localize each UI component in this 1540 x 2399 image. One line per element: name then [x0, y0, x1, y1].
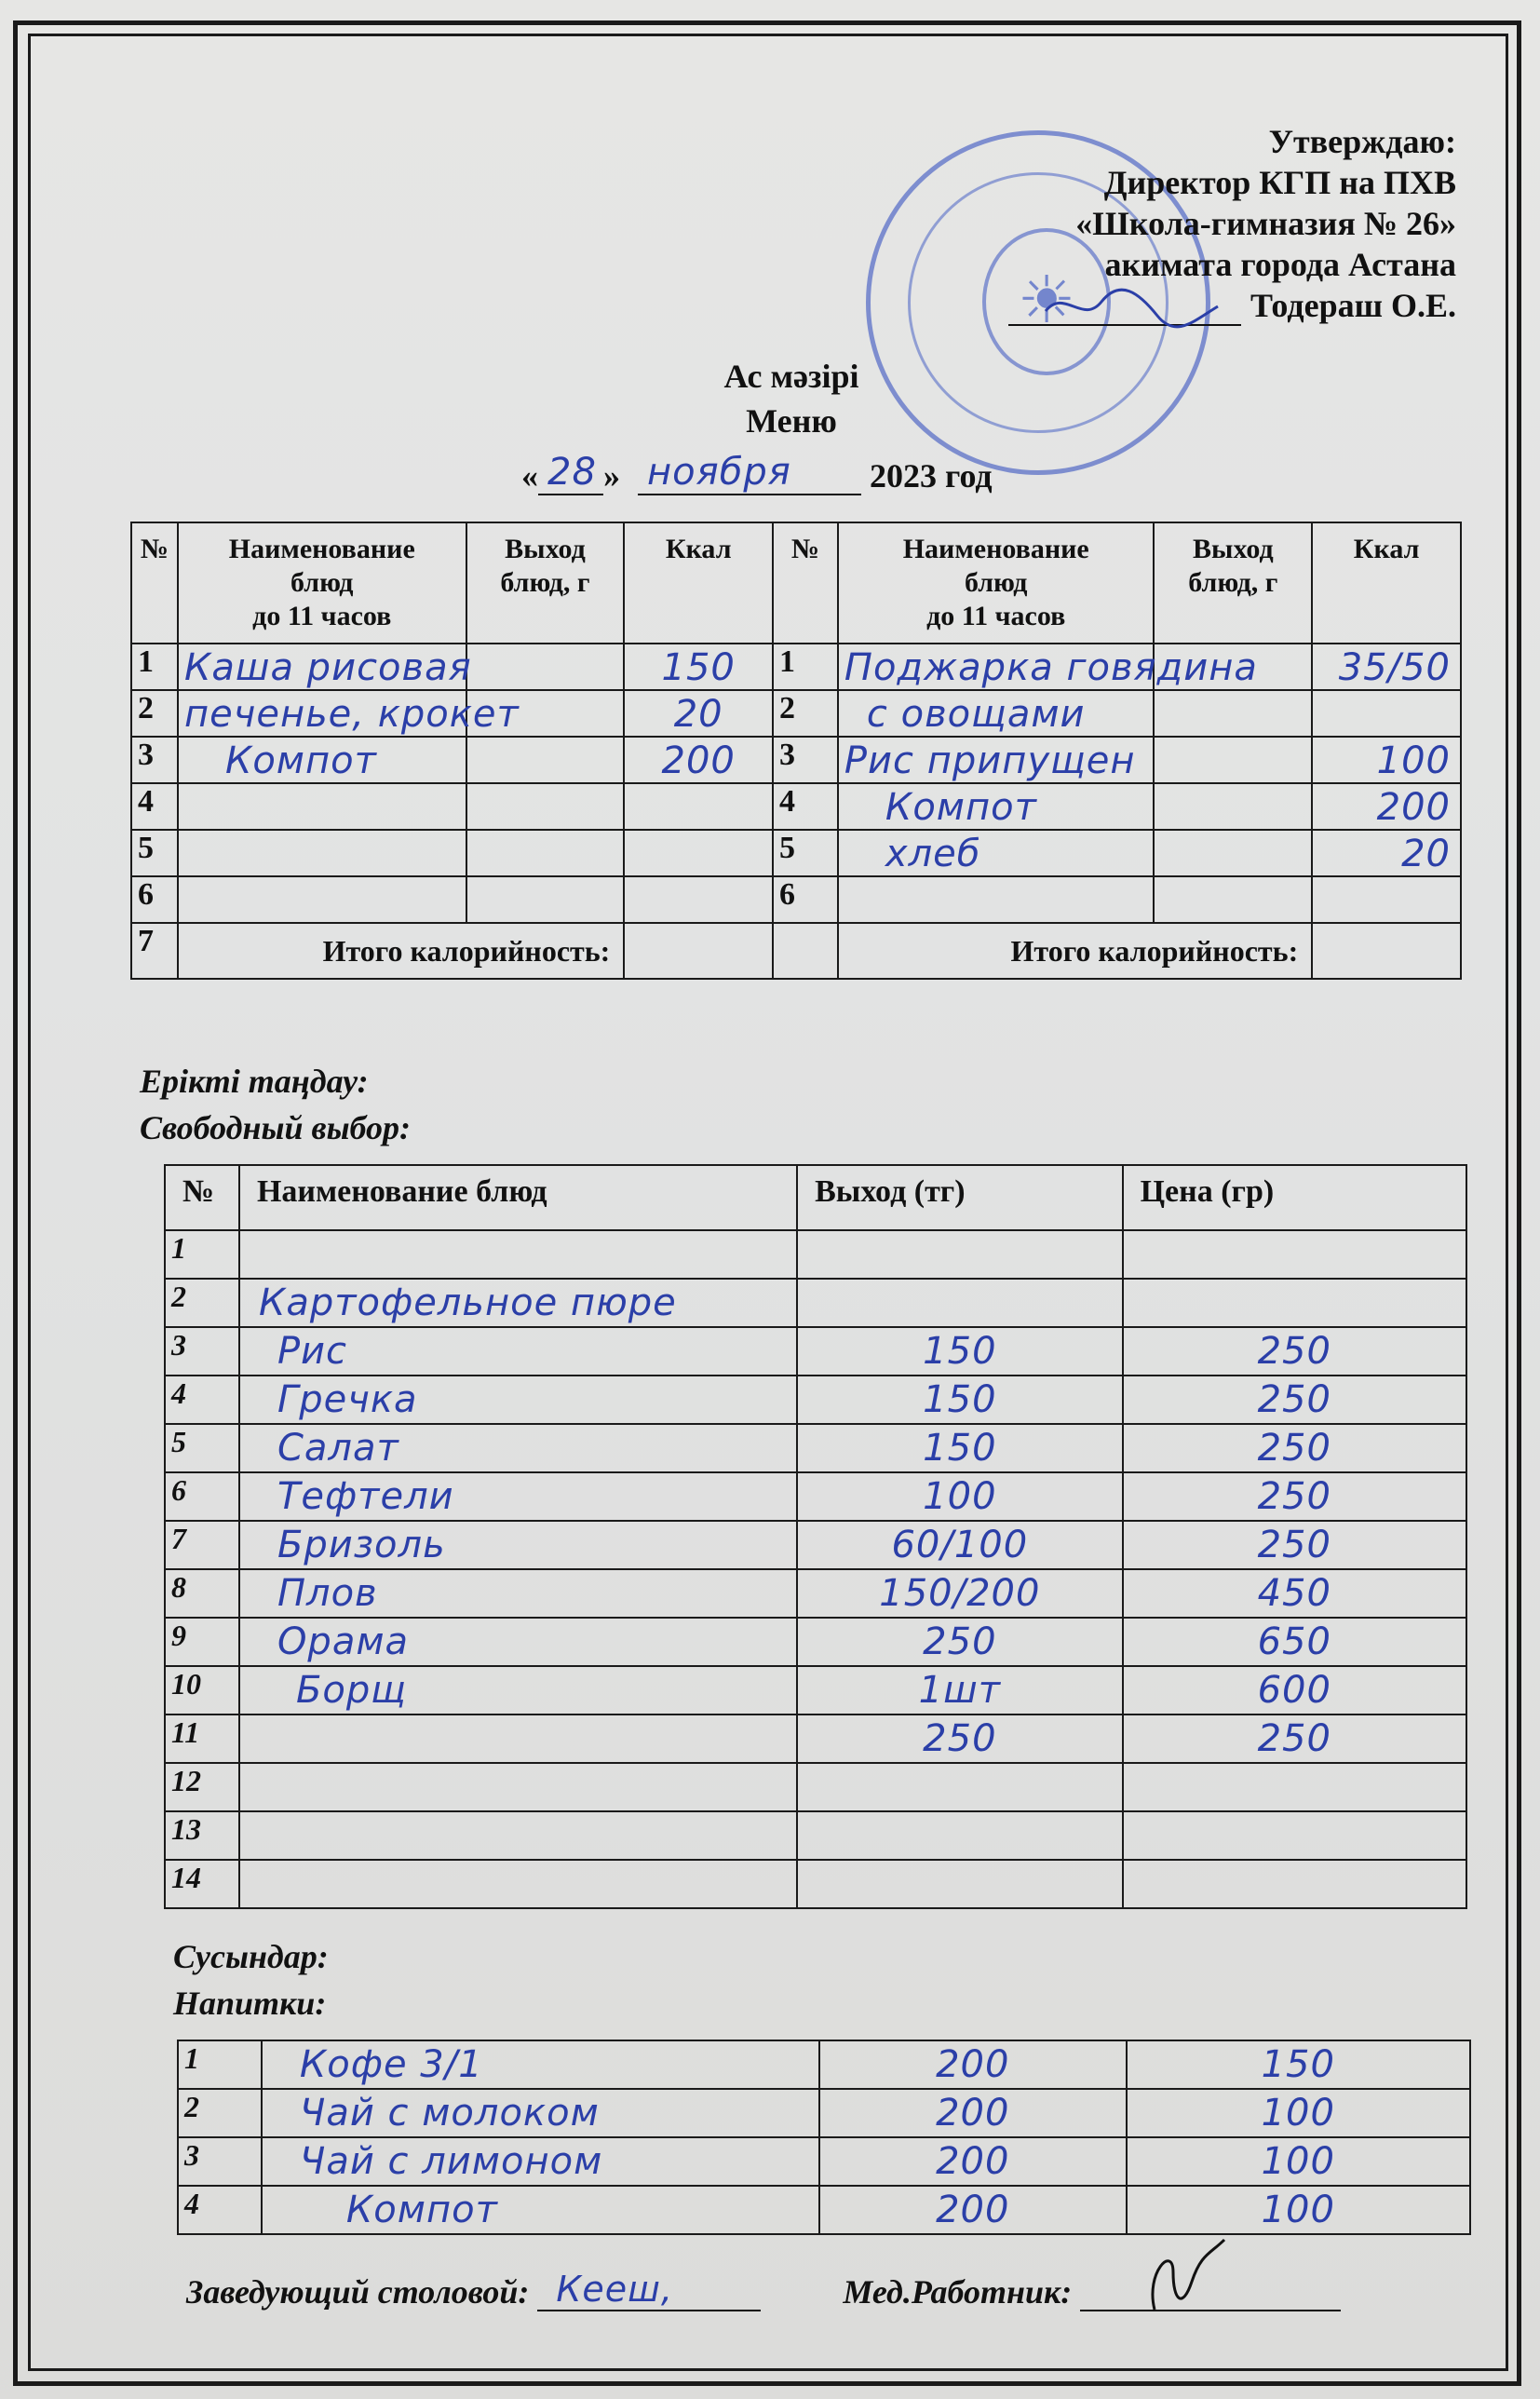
col-output: Выход (тг) [797, 1165, 1122, 1230]
row-number: 4 [165, 1376, 239, 1424]
approval-city: акимата города Астана [1104, 246, 1456, 283]
dish-kcal [624, 830, 773, 876]
director-signature [1008, 296, 1241, 326]
dish-output: 150 [797, 1424, 1122, 1472]
dish-name: Салат [239, 1424, 797, 1472]
drink-output: 200 [819, 2089, 1127, 2137]
dish-name: хлеб [838, 830, 1155, 876]
dish-price [1123, 1230, 1466, 1279]
canteen-head-signature [537, 2269, 761, 2311]
col-price: Цена (гр) [1123, 1165, 1466, 1230]
row-number: 6 [131, 876, 178, 923]
table-row [165, 1569, 1466, 1618]
dish-kcal: 200 [1312, 783, 1461, 830]
dish-name [838, 876, 1155, 923]
menu-header-row [131, 522, 1461, 644]
approval-position: Директор КГП на ПХВ [1103, 164, 1456, 201]
dish-name: Борщ [239, 1666, 797, 1715]
title-rus: Меню [746, 402, 837, 440]
row-number: 8 [165, 1569, 239, 1618]
col-name-right: Наименование блюд до 11 часов [838, 522, 1155, 644]
dish-output: 1шт [797, 1666, 1122, 1715]
dish-output: 60/100 [797, 1521, 1122, 1569]
dish-output: 250 [797, 1618, 1122, 1666]
col-output: Выход блюд, г [466, 522, 625, 644]
row-number: 3 [165, 1327, 239, 1376]
dish-name: Рис [239, 1327, 797, 1376]
table-row [131, 737, 1461, 783]
row-number: 1 [131, 644, 178, 690]
dish-price: 450 [1123, 1569, 1466, 1618]
dish-output [466, 783, 625, 830]
table-row [165, 1811, 1466, 1860]
col-kcal-right: Ккал [1312, 522, 1461, 644]
row-number: 12 [165, 1763, 239, 1811]
total-value-left [624, 923, 773, 979]
row-number: 2 [165, 1279, 239, 1327]
free-choice-label-rus: Свободный выбор: [140, 1109, 412, 1146]
table-row [165, 1327, 1466, 1376]
table-row [178, 2186, 1470, 2234]
drink-price: 100 [1127, 2137, 1470, 2186]
row-number: 6 [165, 1472, 239, 1521]
dish-name: Поджарка говядина [838, 644, 1155, 690]
row-number: 10 [165, 1666, 239, 1715]
table-row [165, 1424, 1466, 1472]
row-number: 1 [165, 1230, 239, 1279]
dish-output [797, 1279, 1122, 1327]
table-row [131, 690, 1461, 737]
dish-price: 650 [1123, 1618, 1466, 1666]
row-number: 4 [131, 783, 178, 830]
dish-output [1154, 737, 1312, 783]
table-row [165, 1666, 1466, 1715]
dish-name [239, 1811, 797, 1860]
dish-kcal: 150 [624, 644, 773, 690]
approval-title: Утверждаю: [1268, 123, 1456, 160]
row-number: 3 [178, 2137, 262, 2186]
dish-output [466, 876, 625, 923]
row-number: 2 [131, 690, 178, 737]
dish-name [239, 1860, 797, 1908]
dish-output [1154, 644, 1312, 690]
row-number: 11 [165, 1715, 239, 1763]
total-empty [773, 923, 838, 979]
dish-output [797, 1763, 1122, 1811]
col-no: № [131, 522, 178, 644]
drinks-label-rus: Напитки: [173, 1985, 327, 2022]
table-row [131, 876, 1461, 923]
table-row [165, 1618, 1466, 1666]
dish-name: Орама [239, 1618, 797, 1666]
dish-kcal [1312, 876, 1461, 923]
dish-name [239, 1715, 797, 1763]
dish-price: 250 [1123, 1521, 1466, 1569]
row-number: 7 [131, 923, 178, 979]
dish-price [1123, 1763, 1466, 1811]
dish-output [1154, 830, 1312, 876]
col-name: Наименование блюд до 11 часов [178, 522, 466, 644]
date-quote-open: « [521, 457, 538, 495]
free-header-row [165, 1165, 1466, 1230]
dish-name: Картофельное пюре [239, 1279, 797, 1327]
free-choice-label-kaz: Ерікті таңдау: [140, 1063, 369, 1100]
medic-signature [1080, 2278, 1341, 2311]
drink-price: 150 [1127, 2040, 1470, 2089]
dish-name: Каша рисовая [178, 644, 466, 690]
dish-kcal: 20 [1312, 830, 1461, 876]
row-number: 2 [178, 2089, 262, 2137]
approval-school: «Школа-гимназия № 26» [1075, 205, 1456, 242]
dish-kcal [624, 783, 773, 830]
table-row [165, 1279, 1466, 1327]
dish-price: 250 [1123, 1327, 1466, 1376]
table-row [165, 1763, 1466, 1811]
drink-output: 200 [819, 2137, 1127, 2186]
total-row [131, 923, 1461, 979]
canteen-head-label: Заведующий столовой: [186, 2273, 530, 2311]
row-number: 9 [165, 1618, 239, 1666]
row-number: 14 [165, 1860, 239, 1908]
dish-output: 150 [797, 1376, 1122, 1424]
dish-price: 250 [1123, 1376, 1466, 1424]
title-kaz: Ас мәзірі [723, 358, 859, 395]
total-label-left: Итого калорийность: [178, 923, 624, 979]
dish-output [797, 1860, 1122, 1908]
drinks-label-kaz: Сусындар: [173, 1938, 329, 1975]
table-row [178, 2089, 1470, 2137]
dish-price [1123, 1860, 1466, 1908]
table-row [131, 644, 1461, 690]
row-number: 5 [165, 1424, 239, 1472]
dish-price: 250 [1123, 1715, 1466, 1763]
row-number: 3 [773, 737, 838, 783]
col-kcal: Ккал [624, 522, 773, 644]
table-row [165, 1230, 1466, 1279]
dish-output [797, 1230, 1122, 1279]
dish-name: Компот [178, 737, 466, 783]
table-row [131, 783, 1461, 830]
row-number: 5 [131, 830, 178, 876]
col-output-right: Выход блюд, г [1154, 522, 1312, 644]
table-row [165, 1521, 1466, 1569]
dish-name [239, 1763, 797, 1811]
date-day: 28 [547, 451, 597, 494]
dish-name [239, 1230, 797, 1279]
dish-name: Бризоль [239, 1521, 797, 1569]
medic-label: Мед.Работник: [843, 2273, 1073, 2311]
row-number: 2 [773, 690, 838, 737]
drinks-table [177, 2040, 1471, 2235]
drink-price: 100 [1127, 2089, 1470, 2137]
row-number: 5 [773, 830, 838, 876]
dish-price [1123, 1811, 1466, 1860]
dish-name [178, 783, 466, 830]
table-row [165, 1472, 1466, 1521]
col-no: № [165, 1165, 239, 1230]
dish-price: 250 [1123, 1424, 1466, 1472]
table-row [178, 2137, 1470, 2186]
date-month-blank [638, 451, 861, 495]
dish-name [178, 830, 466, 876]
dish-price [1123, 1279, 1466, 1327]
col-no-right: № [773, 522, 838, 644]
table-row [131, 830, 1461, 876]
dish-kcal: 35/50 [1312, 644, 1461, 690]
drink-name: Чай с лимоном [262, 2137, 819, 2186]
menu-table [130, 522, 1462, 980]
drink-output: 200 [819, 2040, 1127, 2089]
drink-price: 100 [1127, 2186, 1470, 2234]
date-day-blank [538, 451, 603, 495]
drink-name: Чай с молоком [262, 2089, 819, 2137]
dish-kcal [1312, 690, 1461, 737]
table-row [165, 1376, 1466, 1424]
date-month: ноября [647, 451, 791, 494]
dish-name: Гречка [239, 1376, 797, 1424]
dish-output [1154, 690, 1312, 737]
dish-output [1154, 783, 1312, 830]
dish-output: 250 [797, 1715, 1122, 1763]
total-label-right: Итого калорийность: [838, 923, 1312, 979]
drink-name: Компот [262, 2186, 819, 2234]
approval-block [1008, 121, 1456, 326]
medic-signature-mark [1136, 2235, 1229, 2319]
dish-kcal: 100 [1312, 737, 1461, 783]
row-number: 4 [773, 783, 838, 830]
dish-name: Тефтели [239, 1472, 797, 1521]
date-line [521, 451, 993, 495]
row-number: 13 [165, 1811, 239, 1860]
canteen-head-sign-text: Кееш, [556, 2269, 674, 2310]
dish-price: 250 [1123, 1472, 1466, 1521]
dish-output [466, 690, 625, 737]
dish-output [466, 737, 625, 783]
table-row [165, 1860, 1466, 1908]
dish-output: 150 [797, 1327, 1122, 1376]
footer-signatures [186, 2269, 1341, 2311]
dish-name: Рис припущен [838, 737, 1155, 783]
dish-output: 150/200 [797, 1569, 1122, 1618]
dish-kcal [624, 876, 773, 923]
date-quote-close: » [603, 457, 620, 495]
total-value-right [1312, 923, 1461, 979]
drink-output: 200 [819, 2186, 1127, 2234]
signature-mark [1036, 283, 1223, 330]
drink-name: Кофе 3/1 [262, 2040, 819, 2089]
dish-output: 100 [797, 1472, 1122, 1521]
dish-price: 600 [1123, 1666, 1466, 1715]
table-row [178, 2040, 1470, 2089]
row-number: 1 [773, 644, 838, 690]
emblem-icon: ☀ [982, 228, 1111, 375]
approval-signature-row [1008, 285, 1456, 326]
row-number: 6 [773, 876, 838, 923]
director-name: Тодераш О.Е. [1250, 287, 1456, 324]
dish-output [466, 644, 625, 690]
dish-name: с овощами [838, 690, 1155, 737]
free-choice-table [164, 1164, 1467, 1909]
dish-output [1154, 876, 1312, 923]
row-number: 1 [178, 2040, 262, 2089]
dish-kcal: 200 [624, 737, 773, 783]
col-name: Наименование блюд [239, 1165, 797, 1230]
row-number: 4 [178, 2186, 262, 2234]
table-row [165, 1715, 1466, 1763]
row-number: 7 [165, 1521, 239, 1569]
dish-name [178, 876, 466, 923]
row-number: 3 [131, 737, 178, 783]
dish-kcal: 20 [624, 690, 773, 737]
dish-output [797, 1811, 1122, 1860]
title-block [652, 354, 931, 443]
dish-name: печенье, крокет [178, 690, 466, 737]
date-year: 2023 год [870, 457, 993, 495]
dish-name: Плов [239, 1569, 797, 1618]
dish-output [466, 830, 625, 876]
dish-name: Компот [838, 783, 1155, 830]
